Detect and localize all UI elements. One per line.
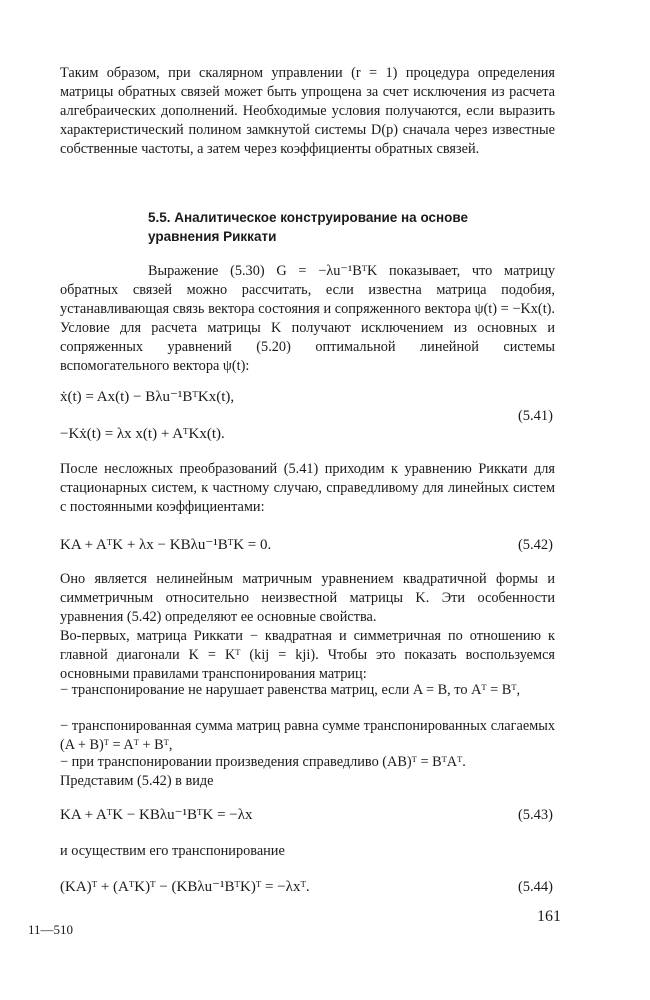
section-heading — [148, 208, 548, 246]
rule-2: − транспонированная сумма матриц равна сумме транспонированных слагаемых (A + B)ᵀ = Aᵀ + Bᵀ, — [60, 718, 555, 753]
equation-5-41-line-1: ẋ(t) = Ax(t) − Bλu⁻¹BᵀKx(t), — [60, 389, 235, 405]
paragraph-intro: Таким образом, при скалярном управлении (r = 1) процедура определения матрицы обратных связей может быть упрощена за счет исключения из расчета алгебраических дополнений. Необходимые условия получаются, если выразить характеристический полином замкнутой системы D(p) сначала через известные собственные частоты, а затем через коэффициенты обратных связей. — [60, 65, 555, 157]
equation-5-41-line-2: −Kẋ(t) = λx x(t) + AᵀKx(t). — [60, 426, 225, 442]
equation-5-44: (KA)ᵀ + (AᵀK)ᵀ − (KBλu⁻¹BᵀK)ᵀ = −λxᵀ. — [60, 879, 310, 895]
paragraph-riccati-intro: После несложных преобразований (5.41) приходим к уравнению Риккати для стационарных систем, к частному случаю, справедливому для линейных систем с постоянными коэффициентами: — [60, 461, 555, 515]
signature-mark: 11—510 — [28, 922, 74, 937]
equation-5-41-number: (5.41) — [517, 408, 553, 424]
paragraph-transpose: и осуществим его транспонирование — [60, 843, 285, 859]
paragraph-represent: Представим (5.42) в виде — [60, 773, 214, 789]
equation-5-43-number: (5.43) — [517, 807, 553, 823]
equation-5-42: KA + AᵀK + λx − KBλu⁻¹BᵀK = 0. — [60, 537, 272, 553]
paragraph-expression: Выражение (5.30) G = −λu⁻¹BᵀK показывает, что матрицу обратных связей можно рассчитать, если известна матрица подобия, устанавливающая связь вектора состояния и сопряженного вектора ψ(t) = −Kx(t). Условие для расчета матрицы K получают исключением из основных и сопряженных уравнений (5.20) оптимальной линейной системы вспомогательного вектора ψ(t): — [60, 263, 555, 374]
paragraph-first: Во-первых, матрица Риккати − квадратная и симметричная по отношению к главной диагонали K = Kᵀ (kij = kji). Чтобы это показать воспользуемся основными правилами транспонирования матриц: — [60, 628, 555, 682]
rule-1: − транспонирование не нарушает равенства матриц, если A = B, то Aᵀ = Bᵀ, — [60, 682, 521, 698]
page-number: 161 — [537, 908, 561, 925]
equation-5-44-number: (5.44) — [517, 879, 553, 895]
equation-5-42-number: (5.42) — [517, 537, 553, 553]
equation-5-43: KA + AᵀK − KBλu⁻¹BᵀK = −λx — [60, 807, 253, 823]
heading-line-2: уравнения Риккати — [148, 229, 277, 244]
paragraph-nonlinear: Оно является нелинейным матричным уравнением квадратичной формы и симметричным относительно неизвестной матрицы K. Эти особенности уравнения (5.42) определяют ее основные свойства. — [60, 571, 555, 625]
rule-3: − при транспонировании произведения справедливо (AB)ᵀ = BᵀAᵀ. — [60, 754, 466, 770]
heading-line-1: 5.5. Аналитическое конструирование на основе — [148, 210, 469, 225]
